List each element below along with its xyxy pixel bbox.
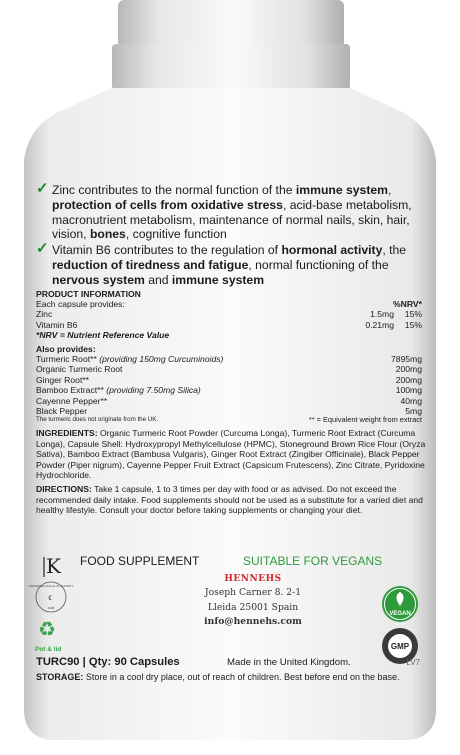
- benefit-zinc-text: Zinc contributes to the normal function of the immune system, protection of cells from oxidative stress, acid-base metabolism, macronutrient metabolism, maintenance of normal nails, skin, hair, vision, bones, cognitive function: [52, 183, 412, 242]
- also-value: 5mg: [405, 405, 422, 416]
- distributor-address-2: Lleida 25001 Spain: [207, 602, 299, 613]
- also-row: Cayenne Pepper** 40mg: [36, 395, 422, 406]
- bottle-cap: [118, 0, 344, 48]
- bottle-shoulder: [24, 88, 436, 170]
- equivalent-note: ** = Equivalent weight from extract: [308, 415, 422, 425]
- label-version: LV7: [406, 658, 420, 667]
- ingredients-text: Organic Turmeric Root Powder (Curcuma Longa), Turmeric Root Extract (Curcuma Longa), Capsule Shell: Hydroxypropyl Methylcellulose (HPMC), Stoneground Brown Rice Flour (Oryza Sativa), Bamboo Extract (Bambusa Vulgaris), Ginger Root Extract (Zingiber Officinale), Black Pepper Powder (Piper nigrum), Cayenne Pepper Fruit Extract (Capsicum Frutescens), Zinc Citrate, Pyridoxine Hydrochloride.: [36, 428, 426, 480]
- ingredients-label: INGREDIENTS:: [36, 428, 98, 439]
- nutrient-nrv: 15%: [404, 309, 422, 320]
- vegan-claim: SUITABLE FOR VEGANS: [243, 554, 383, 568]
- food-supplement: FOOD SUPPLEMENT: [80, 554, 200, 568]
- also-row: Turmeric Root** (providing 150mg Curcuminoids) 7895mg: [36, 353, 422, 364]
- svg-text:K: K: [46, 554, 61, 578]
- distributor: [183, 573, 323, 629]
- also-provides-heading: Also provides:: [36, 343, 96, 354]
- origin-note: The turmeric does not originate from the UK.: [36, 416, 159, 424]
- checkmark-icon: ✓: [36, 240, 49, 258]
- also-value: 40mg: [400, 395, 422, 406]
- also-row: Ginger Root** 200mg: [36, 374, 422, 385]
- nrv-note: *NRV = Nutrient Reference Value: [36, 330, 170, 341]
- storage: [36, 672, 428, 682]
- distributor-name: HENNEHS: [224, 574, 282, 584]
- also-row: Black Pepper 5mg: [36, 405, 422, 416]
- product-information: [36, 289, 428, 425]
- label-footer: [36, 656, 428, 682]
- nutrient-amount: 1.5mg: [370, 309, 394, 320]
- svg-text:UNIVERSAL HALAL AUTHORITY: UNIVERSAL HALAL AUTHORITY: [28, 584, 74, 588]
- svg-text:1998: 1998: [47, 606, 55, 610]
- also-value: 100mg: [395, 385, 422, 396]
- benefit-zinc: [36, 180, 428, 242]
- vegan-badge: [380, 584, 420, 624]
- also-value: 200mg: [395, 364, 422, 375]
- each-capsule-row: [36, 299, 428, 309]
- directions: [36, 484, 428, 515]
- storage-label: STORAGE:: [36, 672, 84, 682]
- nutrient-amount: 0.21mg: [365, 319, 394, 330]
- distributor-address-1: Joseph Carner 8. 2-1: [204, 587, 302, 598]
- distributor-email: info@hennehs.com: [204, 616, 302, 627]
- directions-text: Take 1 capsule, 1 to 3 times per day with food or as advised. Do not exceed the recommended daily intake. Food supplements should not be used as a substitute for a varied diet and healthy lifestyle. Consult your doctor before taking supplements or changing your diet.: [36, 484, 423, 516]
- svg-text:VEGAN: VEGAN: [389, 611, 411, 617]
- also-value: 200mg: [395, 374, 422, 385]
- product-label: [36, 180, 428, 516]
- nutrient-name: Zinc: [36, 309, 53, 320]
- nrv-header: %NRV*: [393, 298, 422, 309]
- svg-text:GMP: GMP: [390, 642, 410, 651]
- also-value: 7895mg: [390, 353, 422, 364]
- storage-text: Store in a cool dry place, out of reach of children. Best before end on the base.: [85, 672, 400, 682]
- kosher-logo: [34, 553, 68, 579]
- nutrient-row-zinc: [36, 309, 428, 319]
- nutrient-nrv: 15%: [404, 319, 422, 330]
- bottle-neck: [112, 44, 350, 90]
- svg-text:♻: ♻: [38, 619, 56, 641]
- also-row: Bamboo Extract** (providing 7.50mg Silica) 100mg: [36, 385, 422, 396]
- ingredients: [36, 428, 428, 480]
- nutrient-name: Vitamin B6: [36, 319, 78, 330]
- each-capsule-label: Each capsule provides:: [36, 298, 125, 309]
- product-info-heading: PRODUCT INFORMATION: [36, 288, 141, 299]
- made-in: Made in the United Kingdom.: [227, 657, 351, 668]
- halal-logo: [28, 580, 74, 614]
- nutrient-row-b6: [36, 320, 428, 330]
- checkmark-icon: ✓: [36, 180, 49, 197]
- also-row: Organic Turmeric Root 200mg: [36, 364, 422, 375]
- directions-label: DIRECTIONS:: [36, 484, 92, 495]
- recycle-icon: [34, 616, 68, 646]
- product-code: TURC90 | Qty: 90 Capsules: [36, 656, 180, 668]
- svg-text:☾: ☾: [48, 596, 54, 602]
- recycle-text: Pot & lid: [35, 646, 62, 653]
- benefit-b6-text: Vitamin B6 contributes to the regulation of hormonal activity, the reduction of tiredness and fatigue, normal functioning of the nervous system and immune system: [52, 243, 407, 287]
- benefit-b6: [36, 240, 428, 287]
- footnote-row: [36, 416, 428, 424]
